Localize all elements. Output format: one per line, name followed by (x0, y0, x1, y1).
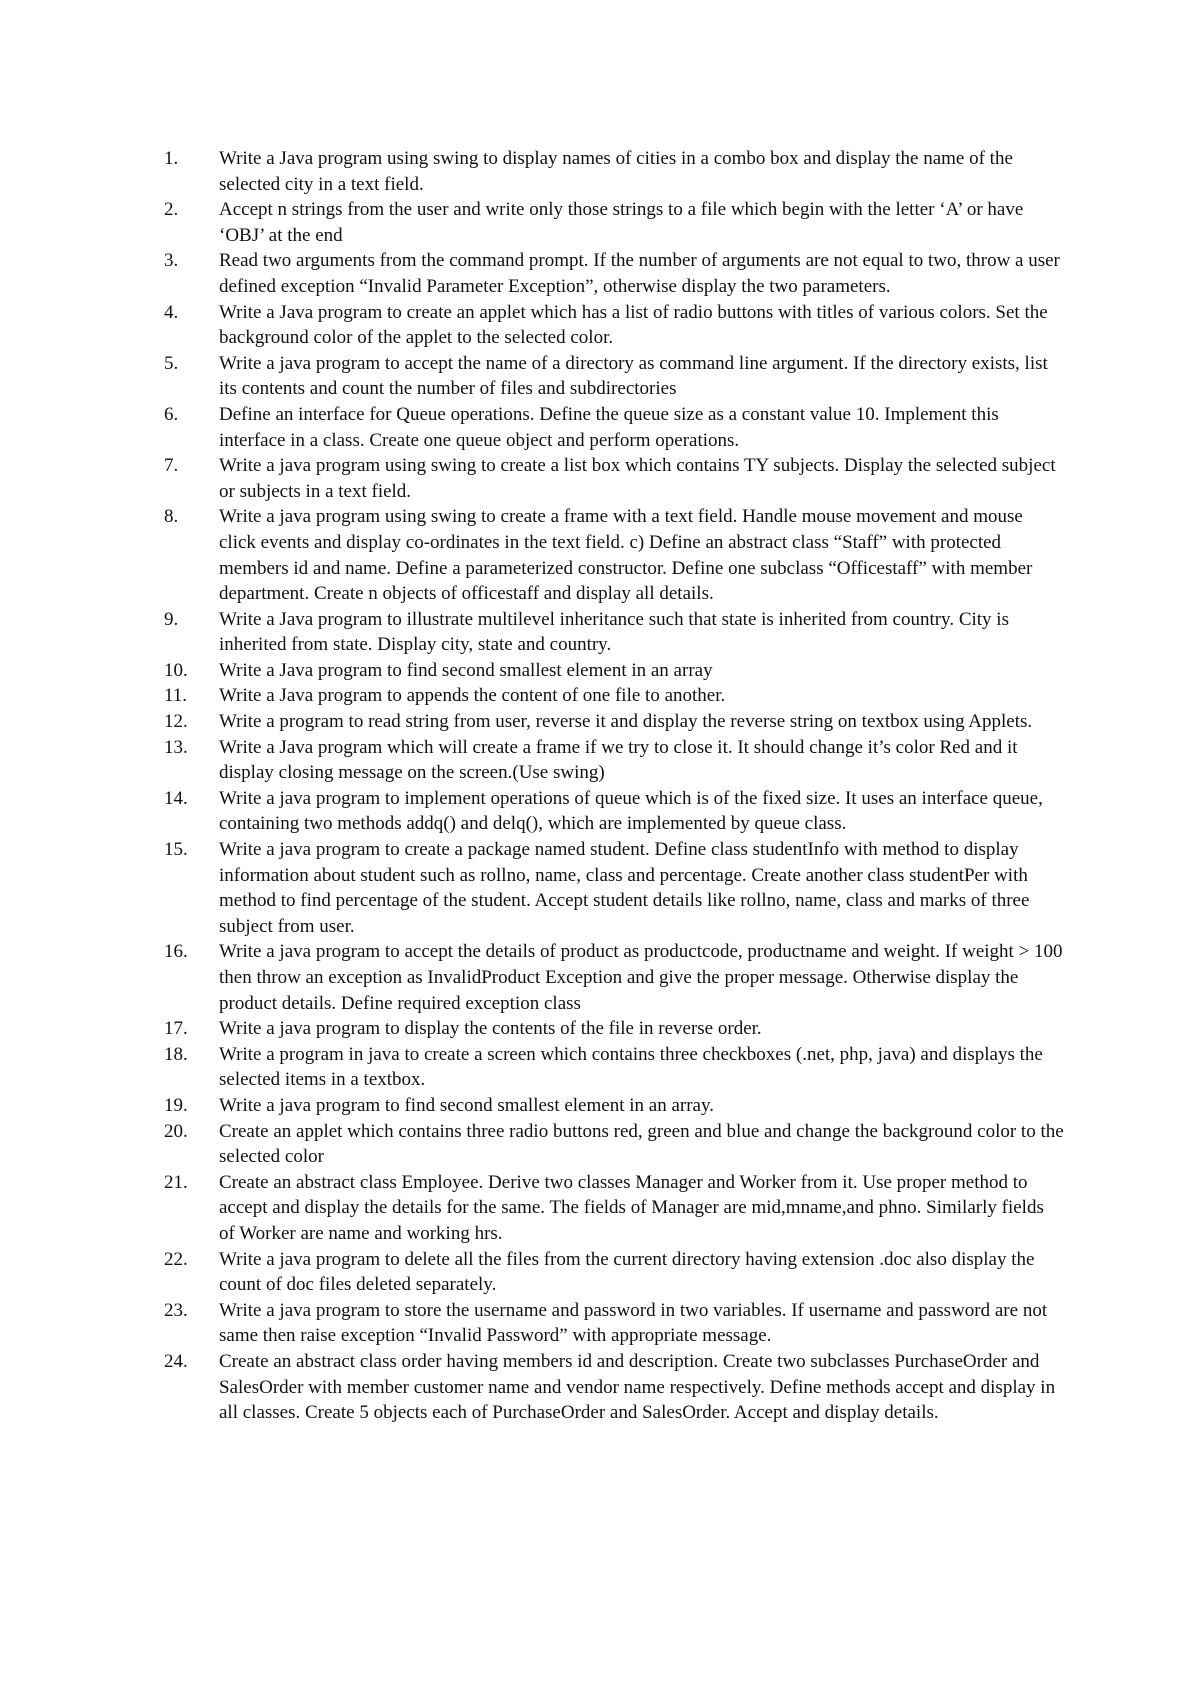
question-text: Write a java program using swing to create a list box which contains TY subjects. Display the selected subject or subjects in a text field. (219, 455, 1056, 502)
question-text: Write a java program to accept the details of product as productcode, productname and weight. If weight > 100 then throw an exception as InvalidProduct Exception and give the proper message. Otherwise display the product details. Define required exception class (219, 941, 1063, 1014)
question-item (164, 607, 1064, 658)
question-item (164, 658, 1064, 684)
question-number: 5. (164, 352, 179, 374)
question-item (164, 351, 1064, 402)
question-item (164, 939, 1064, 1016)
question-text: Write a java program to create a package named student. Define class studentInfo with method to display information about student such as rollno, name, class and percentage. Create another class studentPer with method to find percentage of the student. Accept student details like rollno, name, class and marks of three subject from user. (219, 839, 1030, 937)
question-text: Write a java program to implement operations of queue which is of the fixed size. It uses an interface queue, containing two methods addq() and delq(), which are implemented by queue class. (219, 787, 1043, 835)
question-number: 7. (164, 455, 179, 477)
question-item (164, 402, 1064, 453)
question-text: Write a Java program using swing to display names of cities in a combo box and display the name of the selected city in a text field. (219, 148, 1013, 195)
question-number: 13. (164, 736, 188, 758)
question-number: 10. (164, 659, 188, 681)
question-number: 18. (164, 1043, 188, 1065)
question-number: 14. (164, 787, 188, 809)
question-item (164, 683, 1064, 709)
question-item (164, 504, 1064, 606)
question-number: 24. (164, 1350, 188, 1372)
question-number: 20. (164, 1120, 188, 1142)
question-number: 3. (164, 250, 179, 272)
question-number: 2. (164, 199, 179, 221)
question-number: 6. (164, 403, 179, 425)
question-text: Write a program in java to create a screen which contains three checkboxes (.net, php, java) and displays the selected items in a textbox. (219, 1043, 1043, 1091)
question-text: Write a java program to display the contents of the file in reverse order. (219, 1018, 762, 1040)
question-text: Define an interface for Queue operations. Define the queue size as a constant value 10. Implement this interface in a class. Create one queue object and perform operations. (219, 403, 999, 451)
question-text: Write a Java program to create an applet which has a list of radio buttons with titles of various colors. Set the background color of the applet to the selected color. (219, 301, 1048, 349)
question-item (164, 1247, 1064, 1298)
question-item (164, 1170, 1064, 1247)
question-item (164, 735, 1064, 786)
question-number: 19. (164, 1094, 188, 1116)
question-text: Write a Java program which will create a frame if we try to close it. It should change it’s color Red and it display closing message on the screen.(Use swing) (219, 736, 1018, 784)
question-number: 12. (164, 711, 188, 733)
question-item (164, 248, 1064, 299)
question-text: Create an abstract class Employee. Derive two classes Manager and Worker from it. Use proper method to accept and display the details for the same. The fields of Manager are mid,mname,and phno. Similarly fields of Worker are name and working hrs. (219, 1171, 1044, 1244)
question-text: Write a Java program to illustrate multilevel inheritance such that state is inherited from country. City is inherited from state. Display city, state and country. (219, 608, 1009, 656)
question-item (164, 300, 1064, 351)
question-item (164, 786, 1064, 837)
question-number: 8. (164, 506, 179, 528)
question-number: 4. (164, 301, 179, 323)
question-text: Read two arguments from the command prompt. If the number of arguments are not equal to two, throw a user defined exception “Invalid Parameter Exception”, otherwise display the two parameters. (219, 250, 1060, 297)
question-number: 17. (164, 1018, 188, 1040)
question-item (164, 146, 1064, 197)
question-number: 9. (164, 608, 179, 630)
question-text: Accept n strings from the user and write only those strings to a file which begin with the letter ‘A’ or have ‘OBJ’ at the end (219, 199, 1024, 246)
question-text: Write a program to read string from user, reverse it and display the reverse string on textbox using Applets. (219, 711, 1033, 733)
question-item (164, 453, 1064, 504)
question-text: Create an abstract class order having members id and description. Create two subclasses PurchaseOrder and SalesOrder with member customer name and vendor name respectively. Define methods accept and display in all classes. Create 5 objects each of PurchaseOrder and SalesOrder. Accept and display details. (219, 1350, 1056, 1424)
question-text: Write a java program to store the username and password in two variables. If username and password are not same then raise exception “Invalid Password” with appropriate message. (219, 1299, 1048, 1347)
question-item (164, 1042, 1064, 1093)
question-text: Write a java program to delete all the files from the current directory having extension .doc also display the count of doc files deleted separately. (219, 1248, 1035, 1296)
question-item (164, 837, 1064, 939)
question-number: 16. (164, 941, 188, 963)
question-text: Write a Java program to appends the content of one file to another. (219, 685, 726, 707)
question-item (164, 709, 1064, 735)
question-number: 11. (164, 685, 188, 707)
question-text: Write a java program to accept the name of a directory as command line argument. If the directory exists, list its contents and count the number of files and subdirectories (219, 352, 1048, 400)
question-number: 22. (164, 1248, 188, 1270)
question-text: Write a Java program to find second smallest element in an array (219, 659, 713, 681)
question-list (164, 146, 1064, 1426)
question-item (164, 1298, 1064, 1349)
question-text: Write a java program to find second smallest element in an array. (219, 1094, 714, 1116)
question-item (164, 197, 1064, 248)
question-text: Write a java program using swing to create a frame with a text field. Handle mouse movement and mouse click events and display co-ordinates in the text field. c) Define an abstract class “Staff” with protected members id and name. Define a parameterized constructor. Define one subclass “Officestaff” with member department. Create n objects of officestaff and display all details. (219, 506, 1033, 605)
question-item (164, 1016, 1064, 1042)
question-number: 21. (164, 1171, 188, 1193)
question-text: Create an applet which contains three radio buttons red, green and blue and change the background color to the selected color (219, 1120, 1064, 1168)
question-number: 23. (164, 1299, 188, 1321)
question-item (164, 1119, 1064, 1170)
question-item (164, 1349, 1064, 1426)
question-item (164, 1093, 1064, 1119)
question-number: 15. (164, 839, 188, 861)
question-number: 1. (164, 148, 179, 169)
